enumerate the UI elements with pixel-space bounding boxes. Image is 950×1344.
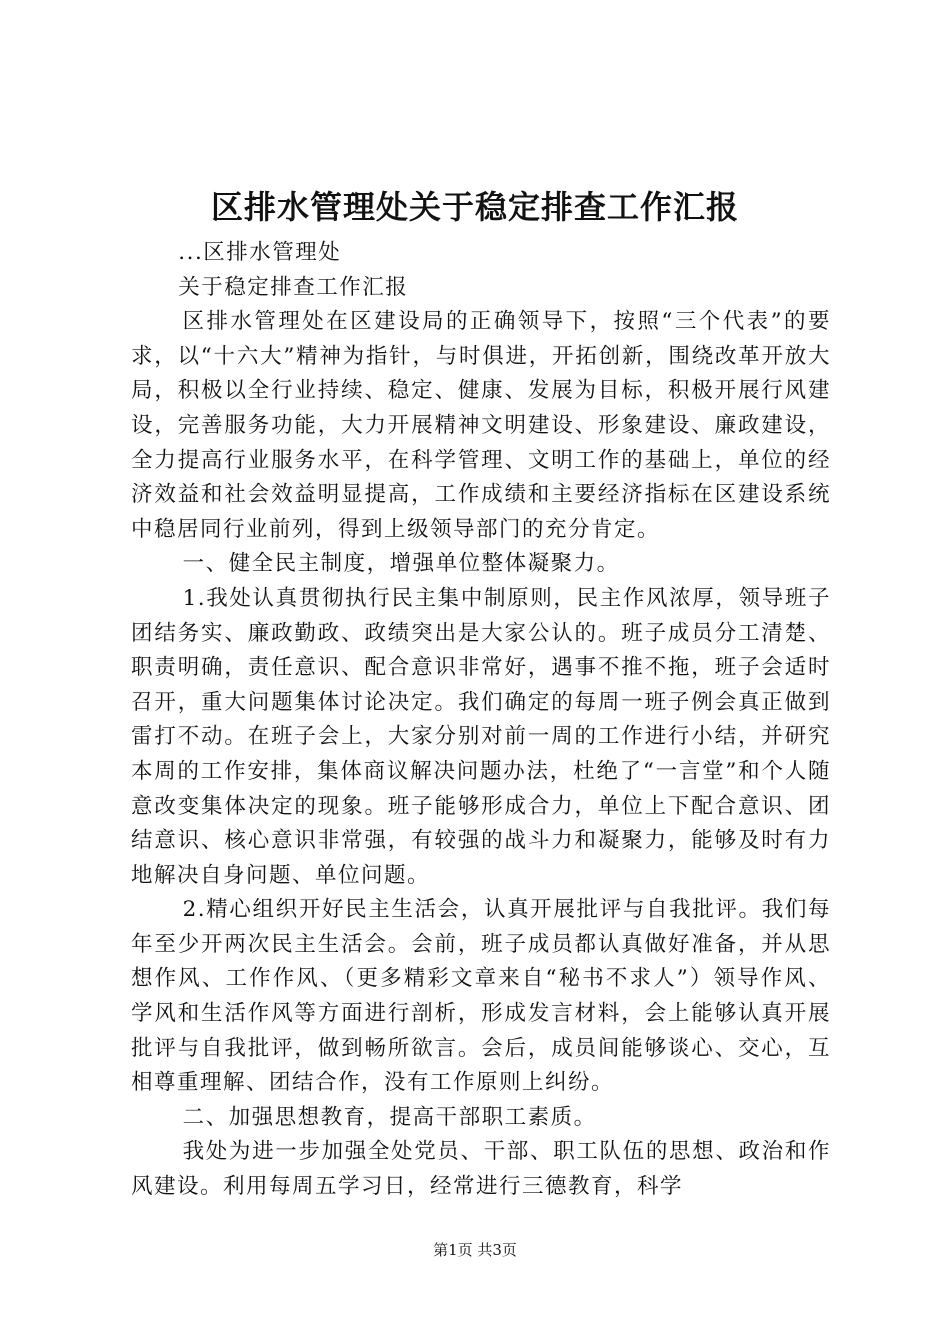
document-title: 区排水管理处关于稳定排查工作汇报 bbox=[210, 188, 739, 226]
paragraph-item-2: 2.精心组织开好民主生活会，认真开展批评与自我批评。我们每年至少开两次民主生活会。会前，班子成员都认真做好准备，并从思想作风、工作作风、（更多精彩文章来自“秘书不求人”）领导作风、学风和生活作风等方面进行剖析，形成发言材料，会上能够认真开展批评与自我批评，做到畅所欲言。会后，成员间能够谈心、交心，互相尊重理解、团结合作，没有工作原则上纠纷。 bbox=[131, 897, 831, 1096]
paragraph-section-2: 我处为进一步加强全处党员、干部、职工队伍的思想、政治和作风建设。利用每周五学习日，经常进行三德教育，科学 bbox=[131, 1139, 831, 1200]
paragraph-intro: 区排水管理处在区建设局的正确领导下，按照“三个代表”的要求，以“十六大”精神为指针，与时俱进，开拓创新，围绕改革开放大局，积极以全行业持续、稳定、健康、发展为目标，积极开展行风建设，完善服务功能，大力开展精神文明建设、形象建设、廉政建设，全力提高行业服务水平，在科学管理、文明工作的基础上，单位的经济效益和社会效益明显提高，工作成绩和主要经济指标在区建设系统中稳居同行业前列，得到上级领导部门的充分肯定。 bbox=[131, 309, 831, 542]
page-number-footer: 第1页 共3页 bbox=[433, 1241, 517, 1259]
header-line-subject: 关于稳定排查工作汇报 bbox=[178, 274, 409, 300]
section-heading-2: 二、加强思想教育，提高干部职工素质。 bbox=[182, 1104, 597, 1130]
document-body bbox=[131, 236, 831, 1205]
paragraph-item-1: 1.我处认真贯彻执行民主集中制原则，民主作风浓厚，领导班子团结务实、廉政勤政、政绩突出是大家公认的。班子成员分工清楚、职责明确，责任意识、配合意识非常好，遇事不推不拖，班子会适时召开，重大问题集体讨论决定。我们确定的每周一班子例会真正做到雷打不动。在班子会上，大家分别对前一周的工作进行小结，并研究本周的工作安排，集体商议解决问题办法，杜绝了“一言堂”和个人随意改变集体决定的现象。班子能够形成合力，单位上下配合意识、团结意识、核心意识非常强，有较强的战斗力和凝聚力，能够及时有力地解决自身问题、单位问题。 bbox=[131, 585, 831, 888]
header-line-organization: ...区排水管理处 bbox=[178, 240, 342, 265]
section-heading-1: 一、健全民主制度，增强单位整体凝聚力。 bbox=[182, 551, 620, 577]
